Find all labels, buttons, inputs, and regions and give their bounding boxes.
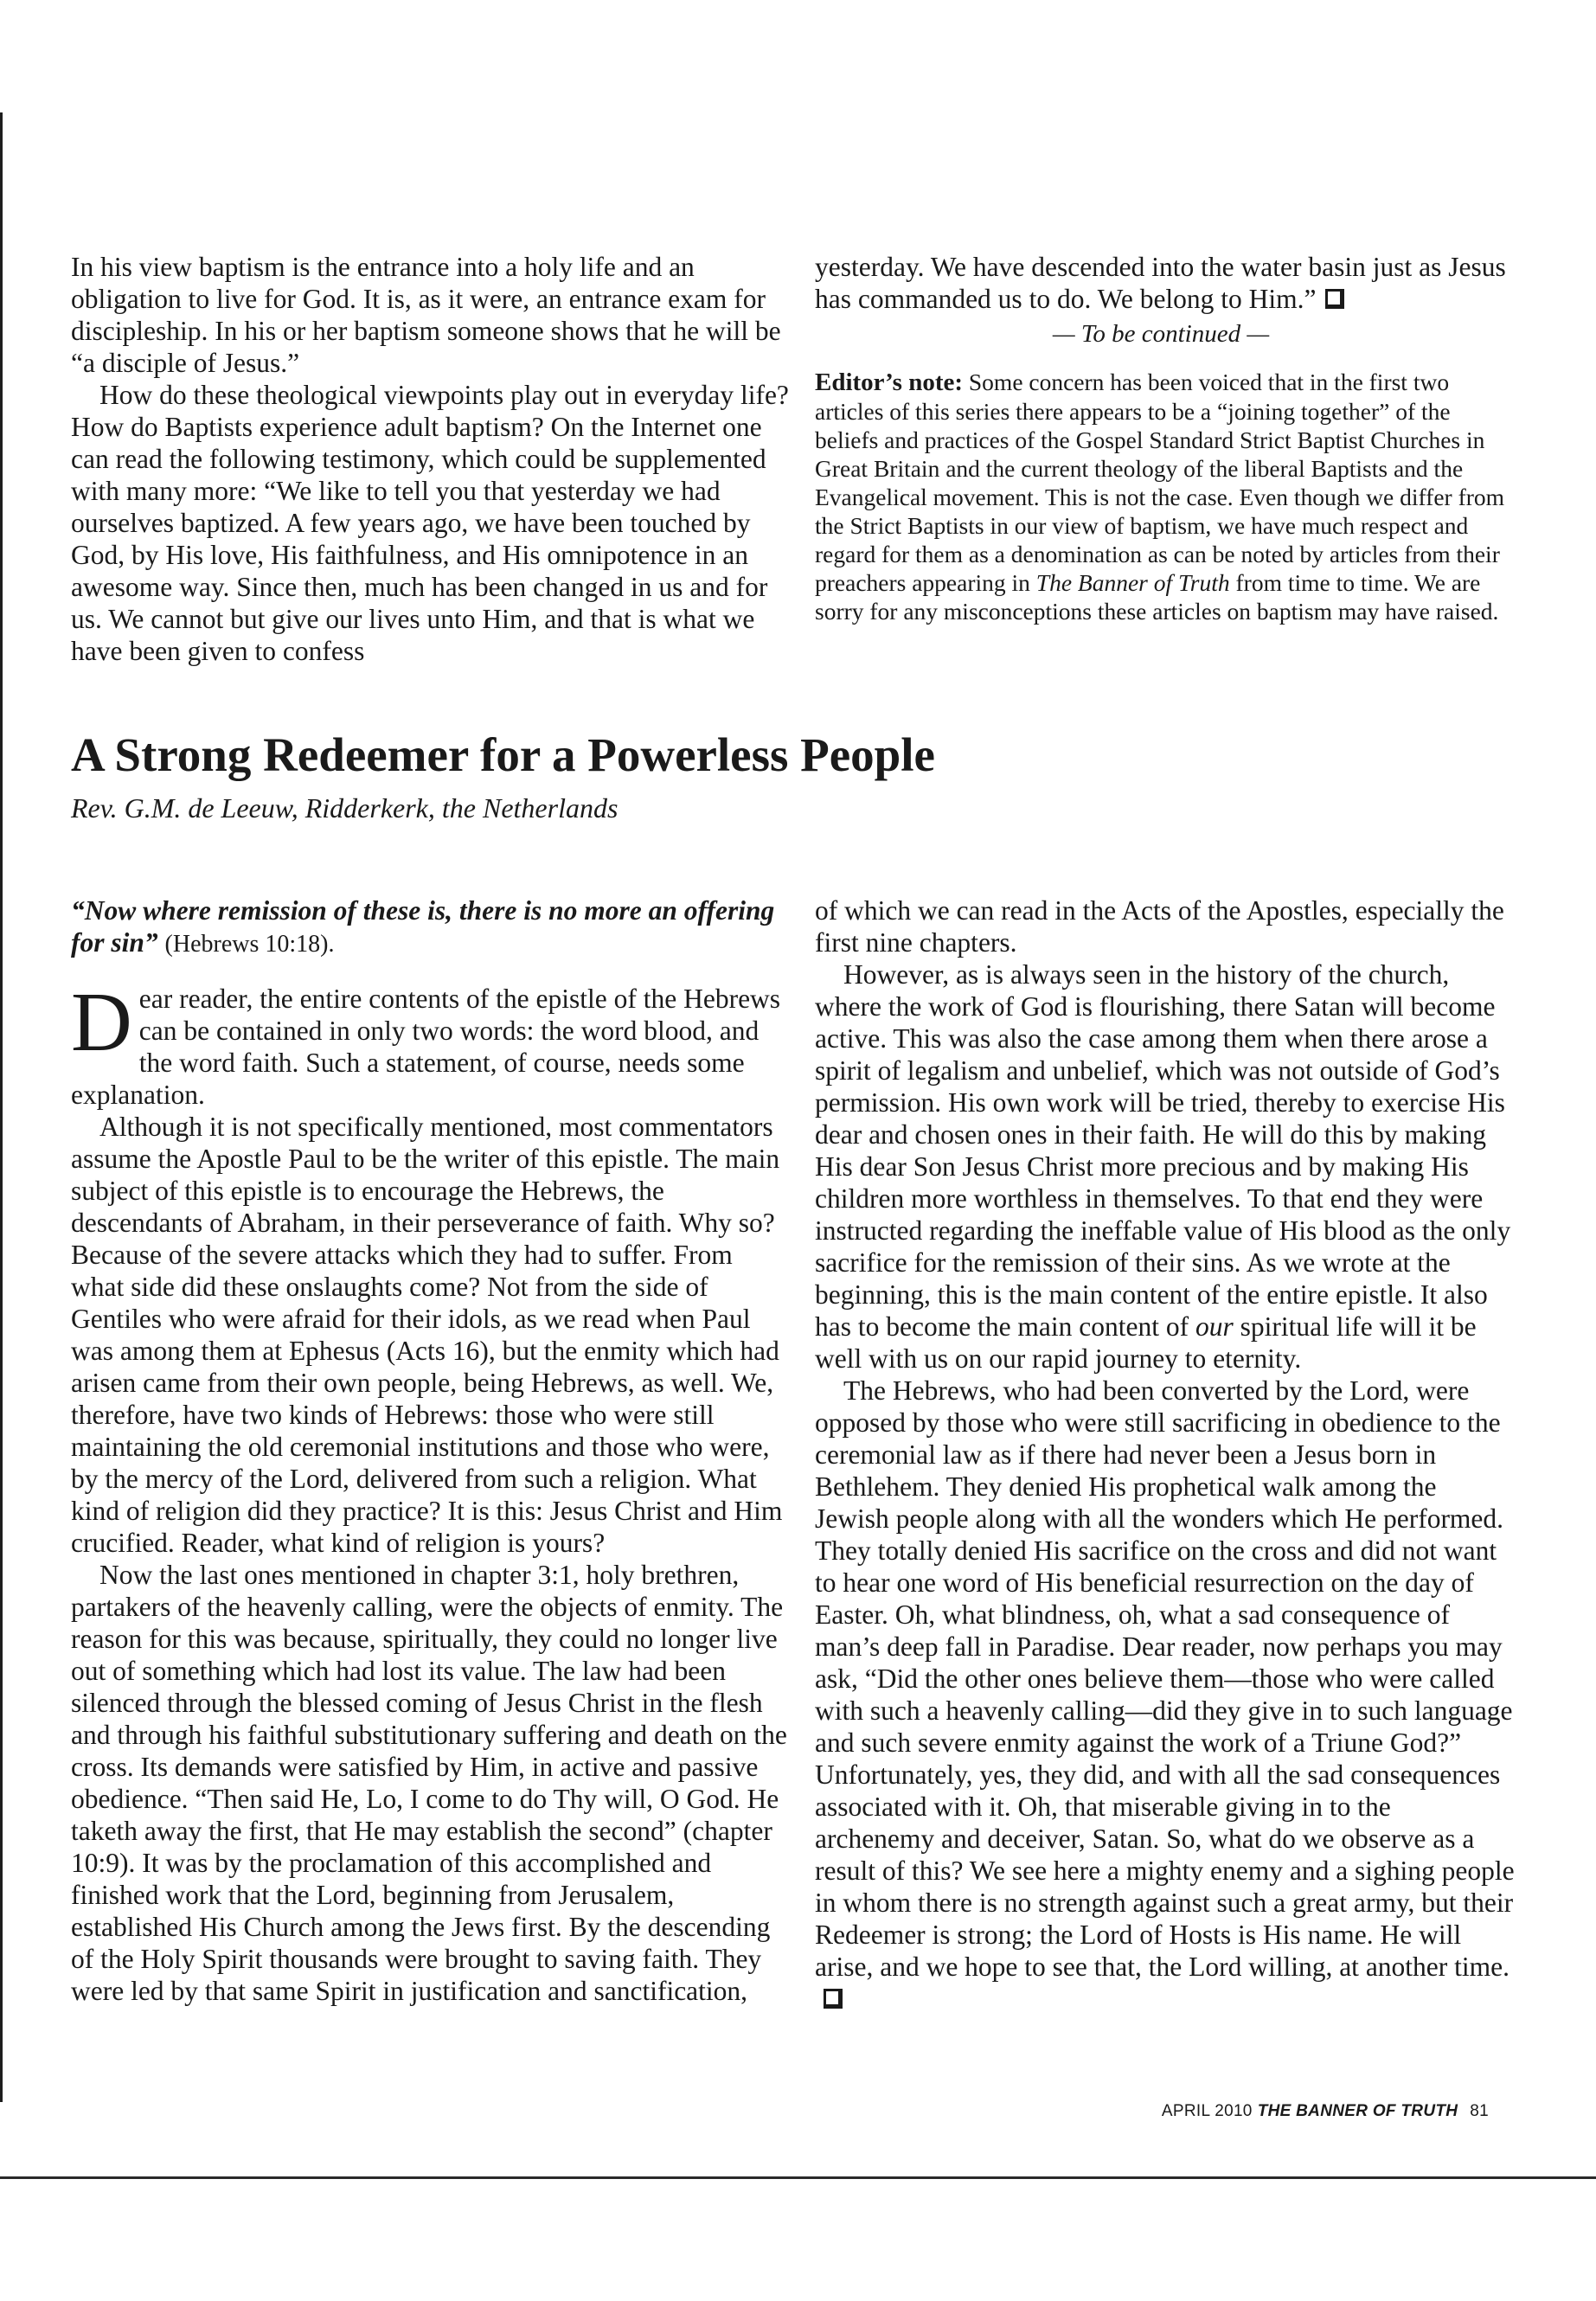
paragraph-text: However, as is always seen in the history of the church, where the work of God is flourishing, there Satan will become active. This was also the case among them when there arose a spirit of legalism and unbelief, which was not outside of God’s permission. His own work will be tried, thereby to exercise His dear and chosen ones in their faith. He will do this by making His dear Son Jesus Christ more precious and by making His children more worthless in themselves. To that end they were instructed regarding the ineffable value of His blood as the only sacrifice for the remission of their sins. As we wrote at the beginning, this is the main content of the entire epistle. It also has to become the main content of: [815, 959, 1511, 1342]
paragraph: of which we can read in the Acts of the Apostles, especially the first nine chapters.: [815, 895, 1504, 958]
editor-note: [815, 368, 1507, 625]
top-left-column: [71, 251, 789, 667]
emphasis: our: [1195, 1311, 1234, 1342]
paragraph: [815, 1375, 1516, 2015]
editor-note-paragraph: [815, 368, 1507, 625]
end-mark-icon: [824, 1989, 843, 2009]
article-left-column: [71, 894, 789, 2007]
paragraph-text: The Hebrews, who had been converted by the Lord, were opposed by those who were still sacrificing in obedience to the ceremonial law as if there had never been a Jesus born in Bethlehem. They denied His prophetical walk among the Jewish people along with all the wonders which He performed. They totally denied His sacrifice on the cross and did not want to hear one word of His beneficial resurrection on the day of Easter. Oh, what blindness, oh, what a sad consequence of man’s deep fall in Paradise. Dear reader, now perhaps you may ask, “Did the other ones believe them—those who were called with such a heavenly calling—did they give in to such language and such severe enmity against the work of a Triune God?” Unfortunately, yes, they did, and with all the sad consequences associated with it. Oh, that miserable giving in to the archenemy and deceiver, Satan. So, what do we observe as a result of this? We see here a mighty enemy and a sighing people in whom there is no strength against such a great army, but their Redeemer is strong; the Lord of Hosts is His name. He will arise, and we hope to see that, the Lord willing, at another time.: [815, 1375, 1515, 1982]
editor-note-text: Some concern has been voiced that in the first two articles of this series there appears to be a “joining together” of the beliefs and practices of the Gospel Standard Strict Baptist Churches in Great Britain and the current theology of the liberal Baptists and the Evangelical movement. This is not the case. Even though we differ from the Strict Baptists in our view of baptism, we have much respect and regard for them as a denomination as can be noted by articles from their preachers appearing in: [815, 369, 1505, 596]
paragraph: Now the last ones mentioned in chapter 3:1, holy brethren, partakers of the heavenly calling, were the objects of enmity. The reason for this was because, spiritually, they could no longer live out of something which had lost its value. The law had been silenced through the blessed coming of Jesus Christ in the flesh and through his faithful substitutionary suffering and death on the cross. Its demands were satisfied by Him, in active and passive obedience. “Then said He, Lo, I come to do Thy will, O God. He taketh away the first, that He may establish the second” (chapter 10:9). It was by the proclamation of this accomplished and finished work that the Lord, beginning from Jerusalem, established His Church among the Jews first. By the descending of the Holy Spirit thousands were brought to saving faith. They were led by that same Spirit in justification and sanctification,: [71, 1560, 787, 2006]
article-right-column: [815, 894, 1516, 2015]
end-mark-icon: [1325, 289, 1344, 309]
closing-text: yesterday. We have descended into the water basin just as Jesus has commanded us to do. We belong to Him.”: [815, 252, 1506, 314]
paragraph: [815, 251, 1507, 315]
epigraph: [71, 894, 789, 960]
page-number: 81: [1470, 2102, 1489, 2120]
opening-paragraph: [71, 976, 789, 1111]
page-footer: [1162, 2102, 1489, 2121]
epigraph-quote: “Now where remission of these is, there is no more an offering for sin”: [71, 895, 775, 958]
editor-note-label: Editor’s note:: [815, 369, 964, 396]
magazine-name: THE BANNER OF TRUTH: [1257, 2102, 1458, 2120]
drop-cap: D: [71, 976, 132, 1069]
paragraph: In his view baptism is the entrance into a holy life and an obligation to live for God. It is, as it were, an entrance exam for discipleship. In his or her baptism someone shows that he will be “a disciple of Jesus.”: [71, 252, 781, 378]
top-right-column: [815, 251, 1507, 625]
epigraph-reference: (Hebrews 10:18).: [164, 931, 335, 958]
editor-note-text-end: from time to time. We are sorry for any misconceptions these articles on baptism may have raised.: [815, 569, 1499, 625]
paragraph: [815, 958, 1516, 1375]
to-be-continued: — To be continued —: [1052, 320, 1270, 348]
issue-date: APRIL 2010: [1161, 2102, 1253, 2120]
paragraph: How do these theological viewpoints play out in everyday life? How do Baptists experience adult baptism? On the Internet one can read the following testimony, which could be supplemented with many more: “We like to tell you that yesterday we had ourselves baptized. A few years ago, we have been touched by God, by His love, His faithfulness, and His omnipotence in an awesome way. Since then, much has been changed in us and for us. We cannot but give our lives unto Him, and that is what we have been given to confess: [71, 380, 789, 666]
article-title: A Strong Redeemer for a Powerless People: [71, 728, 935, 781]
opening-text: ear reader, the entire contents of the epistle of the Hebrews can be contained in only two words: the word blood, and the word faith. Such a statement, of course, needs some explanation.: [71, 984, 781, 1110]
paragraph-text-end: spiritual life will it be well with us on our rapid journey to eternity.: [815, 1311, 1477, 1374]
paragraph: Although it is not specifically mentioned, most commentators assume the Apostle Paul to be the writer of this epistle. The main subject of this epistle is to encourage the Hebrews, the descendants of Abraham, in their perseverance of faith. Why so? Because of the severe attacks which they had to suffer. From what side did these onslaughts come? Not from the side of Gentiles who were afraid for their idols, as we read when Paul was among them at Ephesus (Acts 16), but the enmity which had arisen came from their own people, being Hebrews, as well. We, therefore, have two kinds of Hebrews: those who were still maintaining the old ceremonial institutions and those who were, by the mercy of the Lord, delivered from such a religion. What kind of religion did they practice? It is this: Jesus Christ and Him crucified. Reader, what kind of religion is yours?: [71, 1112, 783, 1558]
page-edge-bottom: [0, 2176, 1596, 2179]
article-byline: Rev. G.M. de Leeuw, Ridderkerk, the Netherlands: [71, 792, 619, 824]
page-edge-left: [0, 112, 3, 2102]
publication-name: The Banner of Truth: [1035, 569, 1230, 596]
